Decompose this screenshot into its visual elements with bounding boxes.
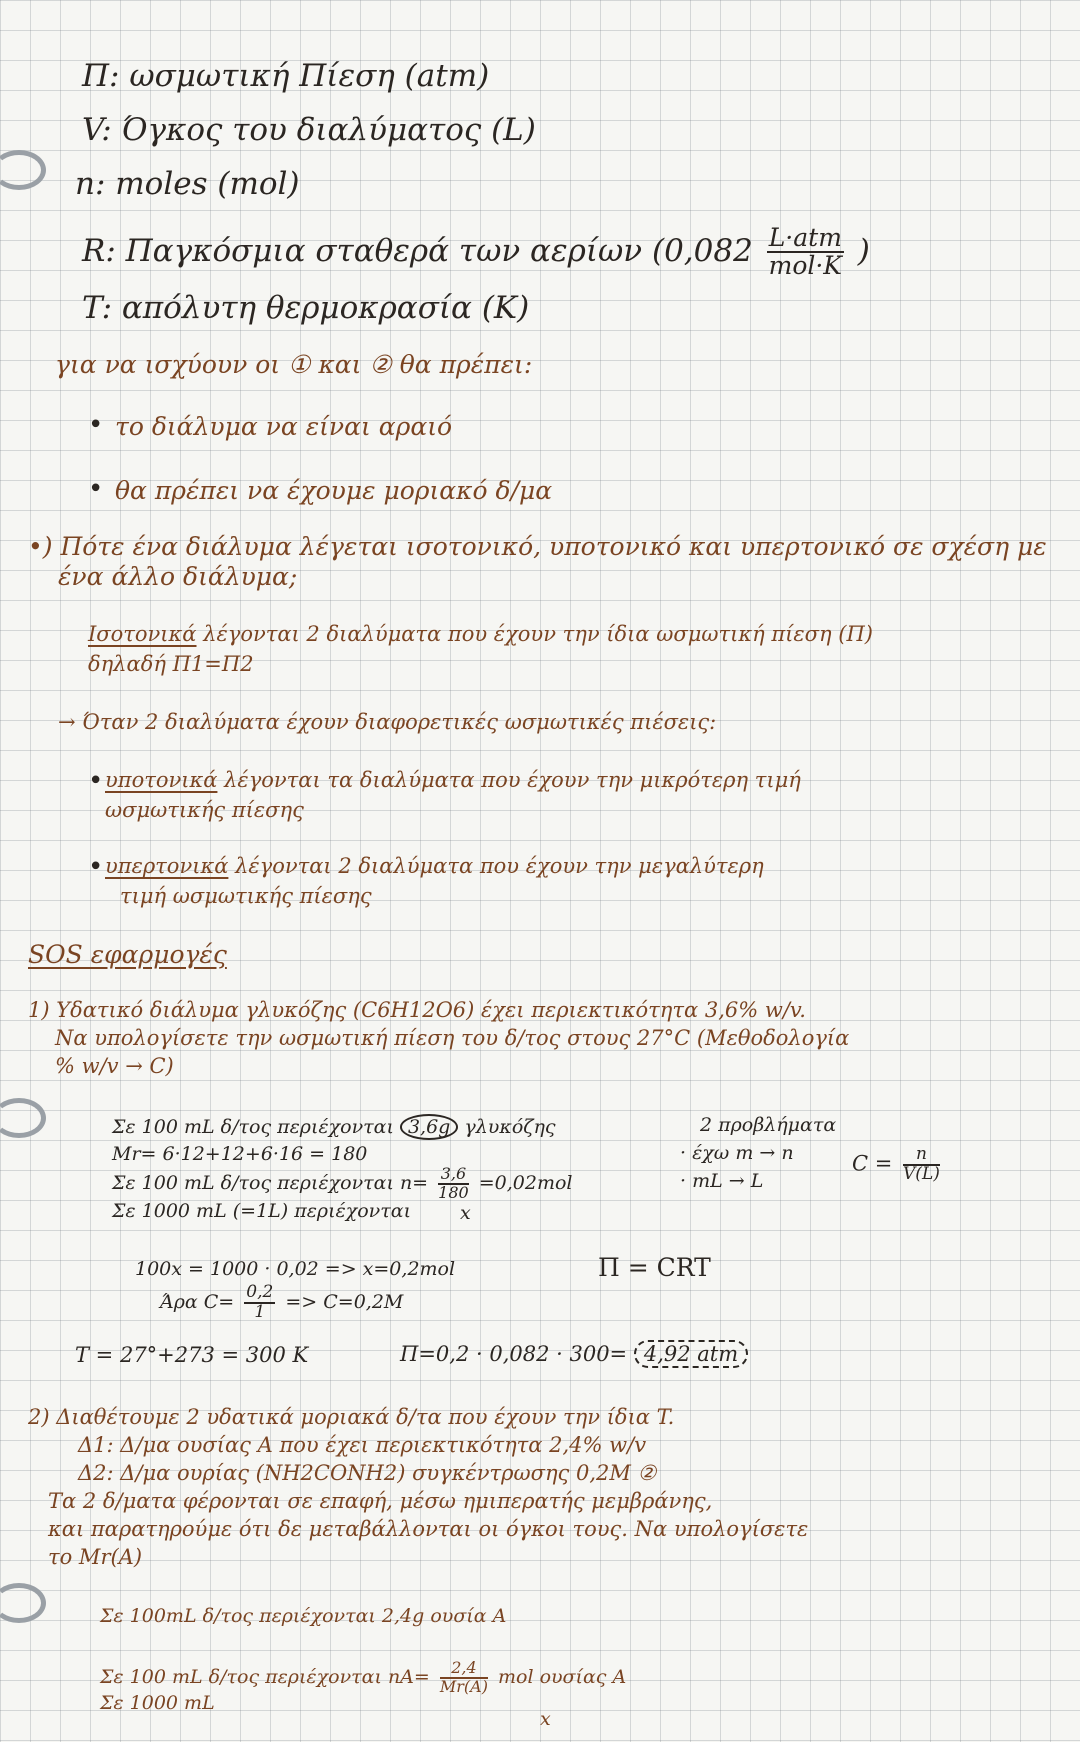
ex1-molar-mass: Mr= 6·12+12+6·16 = 180 (112, 1143, 368, 1165)
condition-item-1: το διάλυμα να είναι αραιό (115, 412, 453, 441)
def-v: V: Όγκος του διαλύματος (L) (82, 112, 536, 148)
ex1-c-num: n (903, 1146, 940, 1166)
hypotonic-line-2: ωσμωτικής πίεσης (105, 798, 304, 822)
ex2-line-1: 2) Διαθέτουμε 2 υδατικά μοριακά δ/τα που έχουν την ίδια T. (28, 1405, 675, 1429)
def-r-close: ) (857, 232, 870, 269)
ex1-step-1-text: Σε 100 mL δ/τος περιέχονται (112, 1116, 394, 1138)
ex1-moles-fraction (438, 1166, 469, 1202)
isotonic-term: Ισοτονικά (88, 622, 197, 646)
def-r-unit-den: mol·K (768, 251, 842, 281)
ex2-line-3: Δ2: Δ/μα ουρίας (NH2CONH2) συγκέντρωσης 0,2M ② (78, 1461, 657, 1485)
def-n: n: moles (mol) (75, 166, 300, 202)
ex1-mass-circled: 3,6g (400, 1114, 458, 1140)
ex1-moles-num: 3,6 (438, 1166, 469, 1185)
ex1-temperature: T = 27°+273 = 300 K (75, 1343, 309, 1367)
ex1-osmotic-formula: Π = CRT (598, 1253, 711, 1282)
ex1-calc-2-text: Άρα C= (160, 1290, 235, 1313)
bullet-dot: • (88, 766, 104, 796)
ex1-calc-1: 100x = 1000 · 0,02 => x=0,2mol (135, 1258, 456, 1280)
ex1-side-item-2: · mL → L (680, 1170, 764, 1192)
bullet-dot: • (88, 852, 104, 882)
def-r-text: R: Παγκόσμια σταθερά των αερίων (0,082 (82, 232, 753, 269)
ex2-moles-num: 2,4 (440, 1660, 488, 1679)
ex1-step-3-unknown: x (460, 1202, 471, 1224)
isotonic-line-1 (88, 622, 873, 646)
ex2-line-5: και παρατηρούμε ότι δε μεταβάλλονται οι όγκοι τους. Να υπολογίσετε (48, 1517, 809, 1541)
ex1-side-item-1: · έχω m → n (680, 1142, 794, 1164)
ex2-line-6: το Mr(A) (48, 1545, 143, 1569)
question-line-2: ένα άλλο διάλυμα; (58, 562, 298, 591)
ex1-c-fraction (903, 1146, 940, 1184)
ex1-line-3: % w/v → C) (55, 1054, 174, 1078)
ex1-calc-2-den: 1 (254, 1301, 266, 1322)
ex1-calc-2-result: => C=0,2M (285, 1290, 404, 1313)
binder-ring-bottom (0, 1583, 46, 1623)
hypertonic-line-2: τιμή ωσμωτικής πίεσης (120, 884, 372, 908)
condition-item-2: θα πρέπει να έχουμε μοριακό δ/μα (115, 476, 553, 505)
ex1-step-2-text: Σε 100 mL δ/τος περιέχονται n= (112, 1171, 429, 1194)
isotonic-definition: λέγονται 2 διαλύματα που έχουν την ίδια ωσμωτική πίεση (Π) (203, 622, 873, 646)
ex1-moles-den: 180 (438, 1182, 469, 1202)
bullet-dot: • (88, 474, 104, 504)
question-line-1: •) Πότε ένα διάλυμα λέγεται ισοτονικό, υποτονικό και υπερτονικό σε σχέση με (28, 532, 1047, 561)
ex1-result-line (400, 1340, 748, 1368)
hypotonic-line-1 (105, 768, 801, 792)
ex1-result-calc: Π=0,2 · 0,082 · 300= (400, 1342, 628, 1366)
hypertonic-term: υπερτονικά (105, 854, 229, 878)
ex1-line-2: Να υπολογίσετε την ωσμωτική πίεση του δ/τος στους 27°C (Μεθοδολογία (55, 1026, 850, 1050)
ex2-step-1: Σε 100mL δ/τος περιέχονται 2,4g ουσία Α (100, 1605, 507, 1627)
ex1-step-1 (112, 1114, 556, 1140)
ex1-result-highlight: 4,92 atm (634, 1340, 748, 1368)
conditions-intro: για να ισχύουν οι ① και ② θα πρέπει: (55, 350, 533, 379)
ex2-moles-den: Mr(A) (439, 1676, 488, 1696)
def-t: T: απόλυτη θερμοκρασία (K) (82, 290, 530, 326)
ex1-calc-2 (160, 1284, 403, 1322)
ex1-step-3: Σε 1000 mL (=1L) περιέχονται (112, 1200, 412, 1222)
ex1-c-den: V(L) (903, 1163, 940, 1184)
ex2-step-3-unknown: x (540, 1708, 551, 1730)
hypotonic-definition: λέγονται τα διαλύματα που έχουν την μικρότερη τιμή (224, 768, 801, 792)
binder-ring-top (0, 150, 46, 190)
ex2-step-3: Σε 1000 mL (100, 1692, 215, 1714)
ex1-c-label: C = (852, 1151, 893, 1176)
hypotonic-term: υποτονικά (105, 768, 218, 792)
binder-ring-middle (0, 1098, 46, 1138)
sos-heading: SOS εφαρμογές (28, 940, 227, 969)
ex1-line-1: 1) Υδατικό διάλυμα γλυκόζης (C6H12O6) έχει περιεκτικότητα 3,6% w/v. (28, 998, 806, 1022)
ex2-moles-fraction (440, 1660, 488, 1696)
ex2-step-2 (100, 1660, 626, 1696)
ex2-line-4: Τα 2 δ/ματα φέρονται σε επαφή, μέσω ημιπερατής μεμβράνης, (48, 1489, 713, 1513)
ex2-moles-unit: mol ουσίας Α (498, 1665, 627, 1688)
hypertonic-line-1 (105, 854, 764, 878)
isotonic-line-2: δηλαδή Π1=Π2 (88, 652, 254, 676)
ex1-calc-2-fraction (244, 1284, 275, 1322)
def-pi: Π: ωσμωτική Πίεση (atm) (82, 58, 490, 94)
ex1-step-1-substance: γλυκόζης (464, 1116, 556, 1138)
hypertonic-definition: λέγονται 2 διαλύματα που έχουν την μεγαλύτερη (235, 854, 764, 878)
ex2-line-2: Δ1: Δ/μα ουσίας Α που έχει περιεκτικότητα 2,4% w/v (78, 1433, 647, 1457)
ex1-moles-result: =0,02mol (478, 1171, 573, 1194)
def-r-unit (767, 225, 844, 280)
def-r-unit-num: L·atm (768, 223, 842, 252)
ex2-step-2-text: Σε 100 mL δ/τος περιέχονται nA= (100, 1665, 430, 1688)
ex1-step-2 (112, 1166, 573, 1202)
ex1-calc-2-num: 0,2 (246, 1282, 274, 1302)
ex1-concentration-formula (852, 1146, 944, 1184)
different-pressures-heading: → Όταν 2 διαλύματα έχουν διαφορετικές ωσμωτικές πιέσεις: (58, 710, 717, 734)
ex1-side-title: 2 προβλήματα (700, 1114, 837, 1136)
bullet-dot: • (88, 410, 104, 440)
def-r (82, 225, 870, 280)
